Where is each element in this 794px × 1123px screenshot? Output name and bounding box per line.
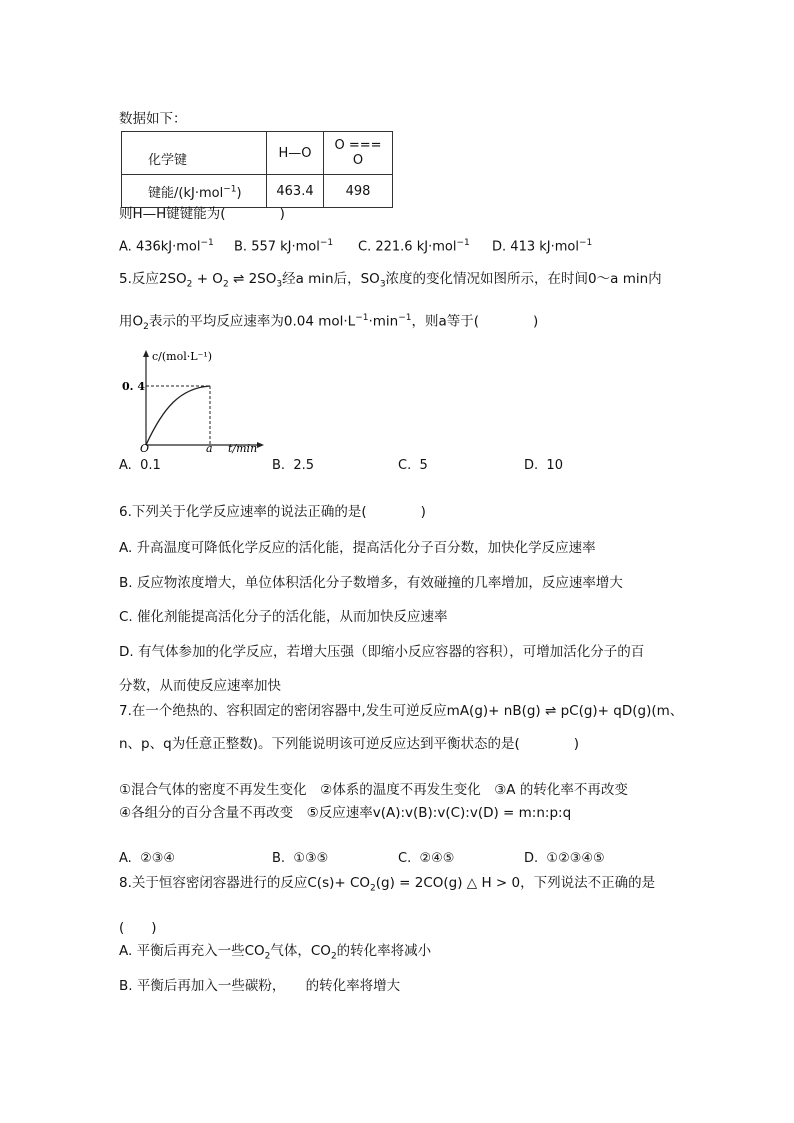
table-cell-oo: 498 xyxy=(324,175,393,208)
q5-option-d: D. 10 xyxy=(524,458,563,473)
q6-option-d-line2: 分数，从而使反应速率加快 xyxy=(119,678,281,694)
table-header-ho: H—O xyxy=(267,132,324,175)
table-row-label: 键能/(kJ·mol$^{-1}$) xyxy=(122,175,267,208)
q4-option-a: A. 436kJ·mol$^{-1}$ xyxy=(119,238,214,255)
y-tick-label: 0. 4 xyxy=(122,380,145,393)
q7-condition-line2: ④各组分的百分含量不再改变 ⑤反应速率v(A):v(B):v(C):v(D) = m:n:p:q xyxy=(119,805,572,821)
q5-option-a: A. 0.1 xyxy=(119,458,161,473)
x-axis-label: t/min xyxy=(228,442,258,455)
q7-line2: n、p、q为任意正整数)。下列能说明该可逆反应达到平衡状态的是( ) xyxy=(119,736,579,752)
q6-option-a: A. 升高温度可降低化学反应的活化能，提高活化分子百分数，加快化学反应速率 xyxy=(119,540,596,556)
q7-option-d: D. ①②③④⑤ xyxy=(524,851,605,866)
q4-option-d: D. 413 kJ·mol$^{-1}$ xyxy=(492,238,593,255)
y-axis-label: c/(mol·L⁻¹) xyxy=(152,350,213,363)
q7-option-c: C. ②④⑤ xyxy=(398,851,455,866)
concentration-time-graph xyxy=(118,348,268,456)
q7-line1: 7.在一个绝热的、容积固定的密闭容器中,发生可逆反应mA(g)+ nB(g) ⇌ pC(g)+ qD(g)(m、 xyxy=(119,703,684,719)
q8-option-b: B. 平衡后再加入一些碳粉， 的转化率将增大 xyxy=(119,978,401,994)
q4-option-b: B. 557 kJ·mol$^{-1}$ xyxy=(234,238,334,255)
q8-line1: 8.关于恒容密闭容器进行的反应$C(s)+ CO_2(g) = 2CO(g)$ △ H > 0，下列说法不正确的是 xyxy=(119,875,656,894)
q6-option-c: C. 催化剂能提高活化分子的活化能，从而加快反应速率 xyxy=(119,609,448,625)
q8-option-a: A. 平衡后再充入一些$CO_2$气体，$CO_2$的转化率将减小 xyxy=(119,943,432,962)
q6-option-d-line1: D. 有气体参加的化学反应，若增大压强（即缩小反应容器的容积），可增加活化分子的百 xyxy=(119,644,645,660)
q5-option-c: C. 5 xyxy=(398,458,428,473)
q7-option-a: A. ②③④ xyxy=(119,851,176,866)
q4-stem: 则H—H键键能为( ) xyxy=(119,206,285,222)
q7-condition-line1: ①混合气体的密度不再发生变化 ②体系的温度不再发生变化 ③A 的转化率不再改变 xyxy=(119,782,628,798)
x-tick-label: a xyxy=(206,442,213,455)
q6-stem: 6.下列关于化学反应速率的说法正确的是( ) xyxy=(119,504,426,520)
x-axis-arrow xyxy=(257,442,264,448)
intro-text: 数据如下： xyxy=(119,111,187,127)
q4-option-c: C. 221.6 kJ·mol$^{-1}$ xyxy=(358,238,470,255)
q6-option-b: B. 反应物浓度增大，单位体积活化分子数增多，有效碰撞的几率增加，反应速率增大 xyxy=(119,575,623,591)
table-row xyxy=(122,132,393,175)
q7-option-b: B. ①③⑤ xyxy=(272,851,329,866)
y-axis-arrow xyxy=(143,350,149,357)
concentration-curve xyxy=(146,386,210,445)
q5-option-b: B. 2.5 xyxy=(272,458,315,473)
table-row xyxy=(122,175,393,208)
origin-label: O xyxy=(140,442,150,455)
table-header-bond: 化学键 xyxy=(122,132,267,175)
table-header-oo: O === O xyxy=(324,132,393,175)
q5-line1: 5.反应$2SO_2 + O_2$ ⇌ $2SO_3$经a min后，$SO_3$浓度的变化情况如图所示，在时间0～a min内 xyxy=(119,271,662,290)
bond-energy-table xyxy=(121,131,393,208)
table-cell-ho: 463.4 xyxy=(267,175,324,208)
q5-line2: 用$O_2$表示的平均反应速率为0.04 $mol\cdot L^{-1}\cdot\min^{-1}$，则a等于( ) xyxy=(119,313,539,333)
q8-line2: ( ) xyxy=(119,920,157,936)
